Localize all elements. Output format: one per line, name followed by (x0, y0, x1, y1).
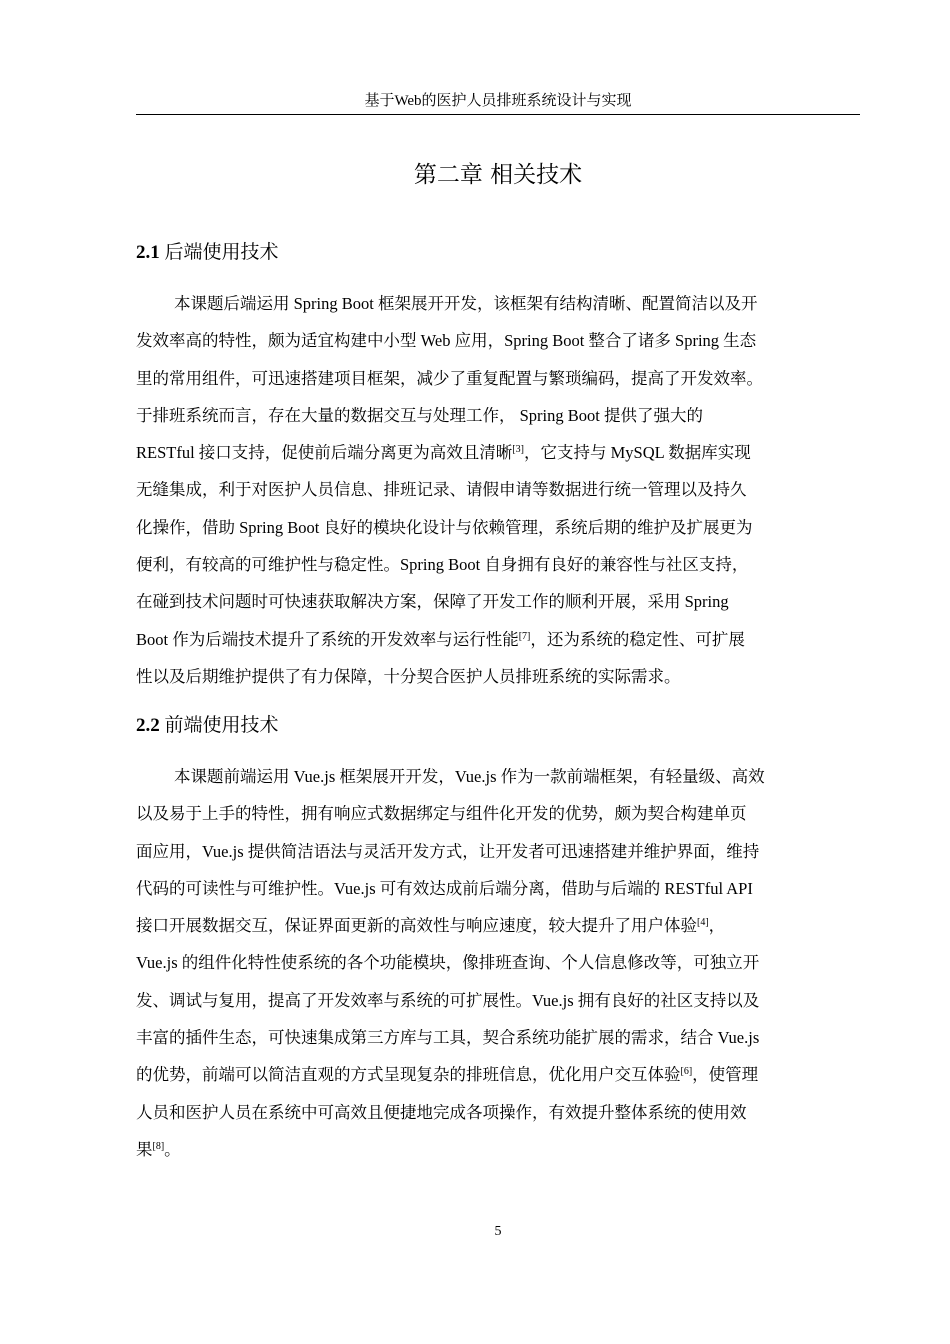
section-title: 后端使用技术 (164, 241, 279, 263)
paragraph-line: 发效率高的特性，颇为适宜构建中小型 Web 应用，Spring Boot 整合了诸多 Spring 生态 (136, 331, 757, 351)
paragraph-line: 于排班系统而言，存在大量的数据交互与处理工作， Spring Boot 提供了强大的 (136, 405, 703, 425)
chapter-title: 第二章 相关技术 (413, 162, 583, 188)
paragraph-line: 人员和医护人员在系统中可高效且便捷地完成各项操作，有效提升整体系统的使用效 (136, 1102, 747, 1122)
paragraph-line (136, 621, 860, 658)
paragraph-line: 本课题后端运用 Spring Boot 框架展开开发，该框架有结构清晰、配置简洁以及开 (174, 294, 758, 313)
paragraph-line: 在碰到技术问题时可快速获取解决方案，保障了开发工作的顺利开展，采用 Spring (136, 592, 729, 612)
paragraph-line: 无缝集成，利于对医护人员信息、排班记录、请假申请等数据进行统一管理以及持久 (136, 480, 747, 500)
line-text: 。 (164, 1139, 181, 1159)
citation: [7] (518, 630, 531, 642)
line-text: ， (708, 916, 726, 936)
paragraph-backend (136, 285, 860, 695)
running-header: 基于Web的医护人员排班系统设计与实现 (136, 88, 860, 115)
section-heading-2-2 (136, 710, 279, 741)
paragraph-line: 本课题前端运用 Vue.js 框架展开开发，Vue.js 作为一款前端框架，有轻量级、高效 (174, 767, 765, 786)
citation: [3] (512, 444, 524, 456)
section-number: 2.2 (136, 715, 160, 736)
citation: [4] (697, 917, 709, 929)
paragraph-line: 便利，有较高的可维护性与稳定性。Spring Boot 自身拥有良好的兼容性与社区支持， (136, 555, 749, 575)
line-text: 的优势，前端可以简洁直观的方式呈现复杂的排班信息，优化用户交互体验 (136, 1065, 681, 1085)
paragraph-line (136, 907, 860, 944)
line-text: Boot 作为后端技术提升了系统的开发效率与运行性能 (136, 629, 519, 649)
paragraph-line: Vue.js 的组件化特性使系统的各个功能模块，像排班查询、个人信息修改等，可独立开 (136, 953, 760, 973)
paragraph-line: 丰富的插件生态，可快速集成第三方库与工具，契合系统功能扩展的需求，结合 Vue.js (136, 1028, 760, 1048)
paragraph-line: 发、调试与复用，提高了开发效率与系统的可扩展性。Vue.js 拥有良好的社区支持以及 (136, 990, 760, 1010)
line-text: ，还为系统的稳定性、可扩展 (530, 629, 745, 649)
line-text: ，它支持与 MySQL 数据库实现 (523, 443, 751, 463)
line-text: ，使管理 (692, 1065, 759, 1085)
paragraph-line: 里的常用组件，可迅速搭建项目框架，减少了重复配置与繁琐编码，提高了开发效率。 (136, 368, 763, 388)
page-number: 5 (494, 1224, 502, 1239)
paragraph-line (136, 1131, 860, 1168)
line-text: 果 (136, 1139, 153, 1159)
paragraph-line: 代码的可读性与可维护性。Vue.js 可有效达成前后端分离，借助与后端的 RESTful API (136, 878, 753, 898)
citation: [6] (680, 1066, 693, 1078)
paragraph-line: 性以及后期维护提供了有力保障，十分契合医护人员排班系统的实际需求。 (136, 666, 681, 686)
line-text: RESTful 接口支持，促使前后端分离更为高效且清晰 (136, 443, 513, 463)
paragraph-line: 化操作，借助 Spring Boot 良好的模块化设计与依赖管理，系统后期的维护及扩展更为 (136, 517, 753, 537)
line-text: 接口开展数据交互，保证界面更新的高效性与响应速度，较大提升了用户体验 (136, 916, 697, 936)
paragraph-line (136, 434, 860, 471)
citation: [8] (152, 1140, 165, 1152)
paragraph-line: 以及易于上手的特性，拥有响应式数据绑定与组件化开发的优势，颇为契合构建单页 (136, 804, 747, 824)
section-title: 前端使用技术 (164, 714, 279, 736)
paragraph-line: 面应用，Vue.js 提供简洁语法与灵活开发方式，让开发者可迅速搭建并维护界面，维持 (136, 841, 760, 861)
paragraph-line (136, 1056, 860, 1093)
section-number: 2.1 (136, 242, 160, 263)
section-heading-2-1 (136, 237, 279, 268)
paragraph-frontend (136, 758, 860, 1168)
